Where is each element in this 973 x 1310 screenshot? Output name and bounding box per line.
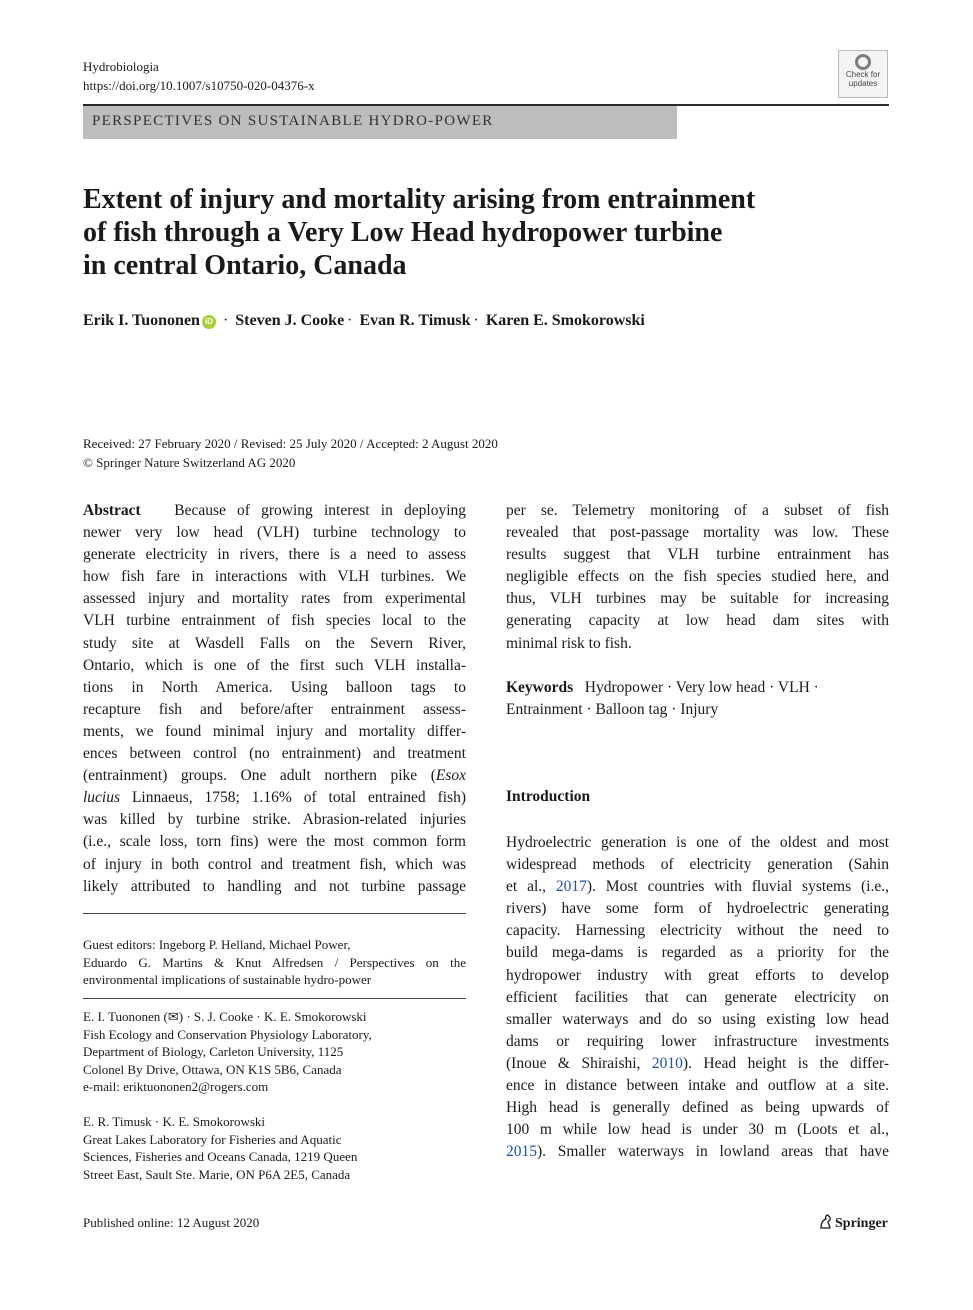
introduction-body [506,832,889,1163]
citation-link[interactable]: 2015 [506,1143,537,1161]
abstract-column-left [83,500,466,898]
abstract-line: study site at Wasdell Falls on the Severn River, [83,634,466,652]
intro-line [506,1141,889,1163]
footnote-line: environmental implications of sustainable hydro-power [83,972,372,988]
intro-line: 100 m while low head is under 30 m (Loots et al., [506,1121,889,1139]
intro-text: ). Smaller waterways in lowland areas that have [537,1143,889,1161]
section-banner [83,106,677,139]
abstract-line: minimal risk to fish. [506,634,632,652]
abstract-text: Linnaeus, 1758; 1.16% of total entrained fish) [120,789,466,807]
abstract-line: generate electricity in rivers, there is a need to assess [83,546,466,564]
publisher-logo[interactable] [818,1214,888,1232]
title-line: Extent of injury and mortality arising from entrainment [83,184,756,215]
introduction-heading: Introduction [506,788,591,805]
footnote-line: E. I. Tuononen (✉) · S. J. Cooke · K. E. Smokorowski [83,1009,367,1024]
abstract-line: newer very low head (VLH) turbine technology to [83,524,466,542]
author-name[interactable]: Evan R. Timusk [359,312,471,329]
abstract-column-right [506,500,889,655]
citation-link[interactable]: 2017 [555,878,587,896]
footnote-line: Sciences, Fisheries and Oceans Canada, 1219 Queen [83,1149,358,1165]
citation-link[interactable]: 2010 [651,1054,683,1072]
publisher-name: Springer [835,1216,888,1231]
intro-line: build mega-dams is regarded as a priority for the [506,944,889,962]
doi-link[interactable]: https://doi.org/10.1007/s10750-020-04376-x [83,78,315,93]
keywords [506,677,889,721]
abstract-line: Ontario, which is one of the first such VLH installa- [83,656,466,674]
intro-line: rivers) have some form of hydroelectric generating [506,900,889,918]
author-name[interactable]: Karen E. Smokorowski [485,312,645,329]
guest-editors-note [83,936,466,989]
footnote-line: Eduardo G. Martins & Knut Alfredsen / Perspectives on the [83,954,466,970]
abstract-line [83,787,466,809]
title-line: of fish through a Very Low Head hydropower turbine [83,217,723,248]
keywords-line [506,677,889,699]
footnote-line: Street East, Sault Ste. Marie, ON P6A 2E5, Canada [83,1166,351,1182]
keywords-line: Entrainment · Balloon tag · Injury [506,701,719,719]
abstract-line [83,765,466,787]
title-line: in central Ontario, Canada [83,250,407,281]
abstract-line: ments, we found minimal injury and mortality differ- [83,722,466,740]
keywords-text: Hydropower · Very low head · VLH · [584,679,819,696]
author-separator: · [473,312,479,329]
abstract-text: (entrainment) groups. One adult northern pike ( [83,767,436,785]
intro-line [506,1053,889,1075]
author-separator: · [222,312,229,329]
email-link[interactable]: e-mail: eriktuononen2@rogers.com [83,1079,269,1095]
abstract-line: assessed injury and mortality rates from experimental [83,590,466,608]
affiliation-1 [83,1008,466,1096]
species-name: lucius [83,789,121,807]
abstract-line: VLH turbine entrainment of fish species local to the [83,612,466,630]
abstract-line: negligible effects on the fish species studied here, and [506,568,889,586]
affiliation-2 [83,1113,466,1183]
intro-line: smaller waterways and do so using existing low head [506,1010,889,1028]
intro-line: High head is generally defined as being upwards of [506,1099,889,1117]
footnote-line: Fish Ecology and Conservation Physiology Laboratory, [83,1026,372,1042]
article-title [83,183,873,282]
intro-text: et al., [506,878,556,896]
springer-horse-icon [818,1214,832,1232]
journal-name: Hydrobiologia [83,59,159,74]
abstract-line: results suggest that VLH turbine entrainment has [506,546,889,564]
section-label: PERSPECTIVES ON SUSTAINABLE HYDRO-POWER [92,113,494,129]
abstract-line: per se. Telemetry monitoring of a subset of fish [506,502,889,519]
intro-line: capacity. Harnessing electricity without the need to [506,922,889,940]
footnote-line: Department of Biology, Carleton University, 1125 [83,1044,344,1060]
abstract-line: of injury in both control and treatment fish, which was [83,855,466,873]
footnote-line: Colonel By Drive, Ottawa, ON K1S 5B6, Canada [83,1061,342,1077]
intro-line: widespread methods of electricity generation (Sahin [506,856,889,874]
abstract-line: (i.e., scale loss, torn fins) were the most common form [83,833,466,851]
article-dates [83,434,498,472]
abstract-line: revealed that post-passage mortality was low. These [506,524,889,542]
copyright-line: © Springer Nature Switzerland AG 2020 [83,455,296,470]
published-online: Published online: 12 August 2020 [83,1215,260,1230]
intro-line: hydropower industry with great efforts to develop [506,966,889,984]
intro-line: Hydroelectric generation is one of the oldest and most [506,834,889,851]
footnote-rule [83,998,466,999]
abstract-text: Because of growing interest in deploying [174,502,467,519]
abstract-line [83,500,466,522]
check-for-updates-badge[interactable] [838,50,888,98]
orcid-icon[interactable]: iD [202,315,216,329]
abstract-line: how fish fare in interactions with VLH turbines. We [83,568,466,586]
intro-line: ence in distance between intake and outflow at a site. [506,1077,889,1095]
badge-text-2: updates [848,79,878,88]
abstract-line: tions in North America. Using balloon tags to [83,678,466,696]
abstract-heading: Abstract [83,502,141,519]
intro-text: ). Most countries with fluvial systems (i.e., [586,878,889,896]
abstract-line: recapture fish and before/after entrainment assess- [83,700,466,718]
footnote-line: E. R. Timusk · K. E. Smokorowski [83,1114,266,1129]
keywords-heading: Keywords [506,679,574,696]
badge-text-1: Check for [845,70,881,79]
author-separator: · [347,312,353,329]
intro-line [506,876,889,898]
intro-text: (Inoue & Shiraishi, [506,1054,652,1072]
species-name: Esox [435,767,466,785]
author-list [83,312,645,330]
abstract-line: was killed by turbine strike. Abrasion-related injuries [83,811,466,829]
abstract-line: thus, VLH turbines may be suitable for increasing [506,590,889,608]
author-name[interactable]: Erik I. Tuononen [83,312,200,329]
footnote-rule [83,913,466,914]
abstract-line: generating capacity at low head dam sites with [506,612,889,630]
abstract-line: ences between control (no entrainment) and treatment [83,745,466,763]
footnote-line: Guest editors: Ingeborg P. Helland, Michael Power, [83,937,351,952]
journal-header [83,57,315,95]
check-updates-icon [855,54,871,70]
intro-line: efficient facilities that can generate electricity on [506,988,889,1006]
footnote-line: Great Lakes Laboratory for Fisheries and Aquatic [83,1131,342,1147]
intro-line: dams or requiring lower infrastructure investments [506,1032,889,1050]
intro-text: ). Head height is the differ- [682,1054,889,1072]
abstract-line: likely attributed to handling and not turbine passage [83,877,466,895]
author-name[interactable]: Steven J. Cooke [235,312,345,329]
received-dates: Received: 27 February 2020 / Revised: 25 July 2020 / Accepted: 2 August 2020 [83,436,498,451]
